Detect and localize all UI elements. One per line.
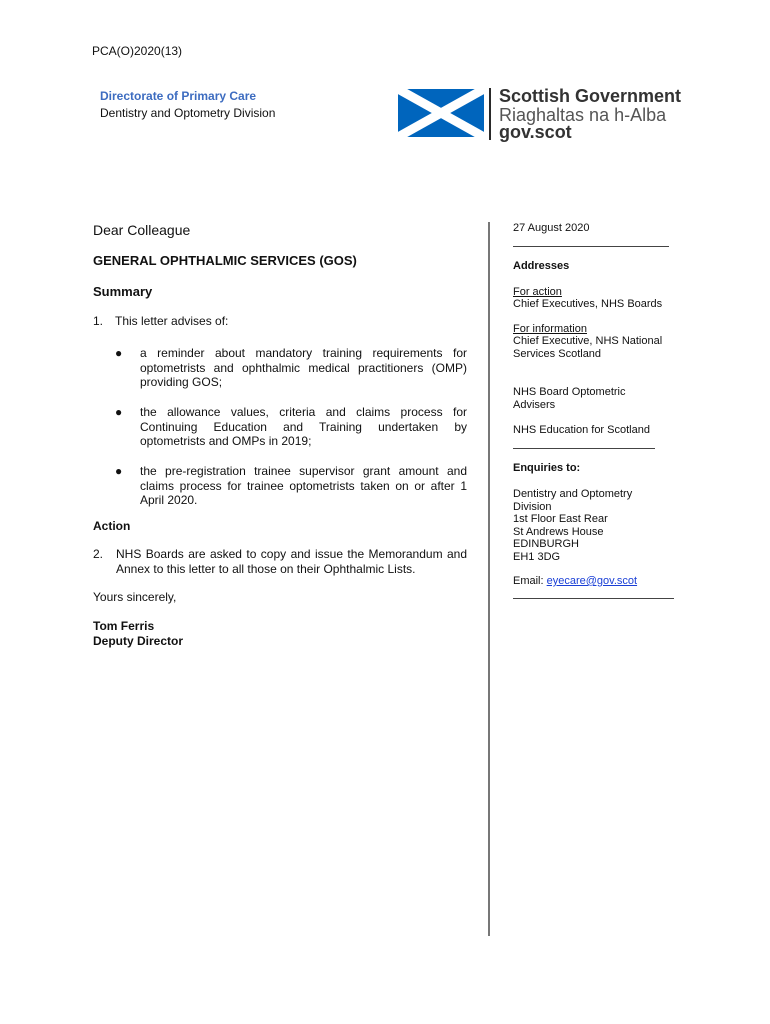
reference-number: PCA(O)2020(13) [92, 44, 183, 58]
for-information-recipients: Chief Executive, NHS National Services Scotland [513, 335, 663, 360]
email-link[interactable]: eyecare@gov.scot [546, 575, 638, 587]
bullet-text: the pre-registration trainee supervisor grant amount and claims process for trainee optometrists taken on or after 1 April 2020. [140, 464, 467, 507]
bullet-item [115, 405, 467, 449]
bullet-item [115, 464, 467, 508]
logo-text-domain: gov.scot [499, 122, 572, 142]
letter-date: 27 August 2020 [513, 222, 590, 234]
address-line: Dentistry and Optometry Division [513, 488, 633, 513]
for-action-recipients: Chief Executives, NHS Boards [513, 298, 663, 310]
signatory-title: Deputy Director [93, 634, 184, 648]
recipient-advisers: NHS Board Optometric Advisers [513, 386, 626, 411]
logo-divider [489, 88, 491, 140]
separator-line [513, 598, 674, 599]
for-action-label: For action [513, 286, 562, 298]
paragraph-text: This letter advises of: [115, 314, 229, 328]
bullet-icon: ● [115, 464, 123, 478]
email-label: Email: [513, 575, 544, 587]
enquiries-heading: Enquiries to: [513, 462, 581, 474]
closing: Yours sincerely, [93, 590, 177, 604]
addresses-heading: Addresses [513, 260, 570, 272]
column-divider [488, 222, 490, 936]
summary-heading: Summary [93, 284, 153, 299]
paragraph-text: NHS Boards are asked to copy and issue the Memorandum and Annex to this letter to all those on their Ophthalmic Lists. [116, 547, 467, 576]
bullet-icon: ● [115, 405, 123, 419]
directorate-title: Directorate of Primary Care [100, 89, 257, 103]
paragraph-2 [93, 547, 467, 577]
separator-line [513, 246, 669, 247]
address-line: EH1 3DG [513, 550, 561, 563]
address-line: St Andrews House [513, 525, 604, 538]
paragraph-number: 1. [93, 314, 104, 328]
greeting: Dear Colleague [93, 222, 191, 238]
signatory-name: Tom Ferris [93, 619, 155, 633]
paragraph-number: 2. [93, 547, 104, 561]
scottish-government-logo [398, 86, 693, 142]
bullet-icon: ● [115, 346, 123, 360]
saltire-flag-icon [398, 89, 484, 137]
bullet-text: a reminder about mandatory training requirements for optometrists and ophthalmic medical practitioners (OMP) providing GOS; [140, 346, 467, 389]
letter-subject: GENERAL OPHTHALMIC SERVICES (GOS) [93, 253, 357, 268]
address-line: EDINBURGH [513, 538, 580, 550]
separator-line [513, 448, 655, 449]
address-line: 1st Floor East Rear [513, 513, 608, 525]
recipient-education: NHS Education for Scotland [513, 424, 650, 436]
action-heading: Action [93, 519, 131, 533]
logo-text-gaelic: Riaghaltas na h-Alba [499, 105, 667, 125]
division-name: Dentistry and Optometry Division [100, 106, 276, 120]
logo-text-english: Scottish Government [499, 86, 682, 106]
enquiries-address [513, 488, 663, 563]
bullet-item [115, 346, 467, 390]
for-information-label: For information [513, 323, 587, 335]
bullet-text: the allowance values, criteria and claims process for Continuing Education and Training undertaken by optometrists and OMPs in 2019; [140, 405, 467, 448]
email-line [513, 575, 637, 588]
